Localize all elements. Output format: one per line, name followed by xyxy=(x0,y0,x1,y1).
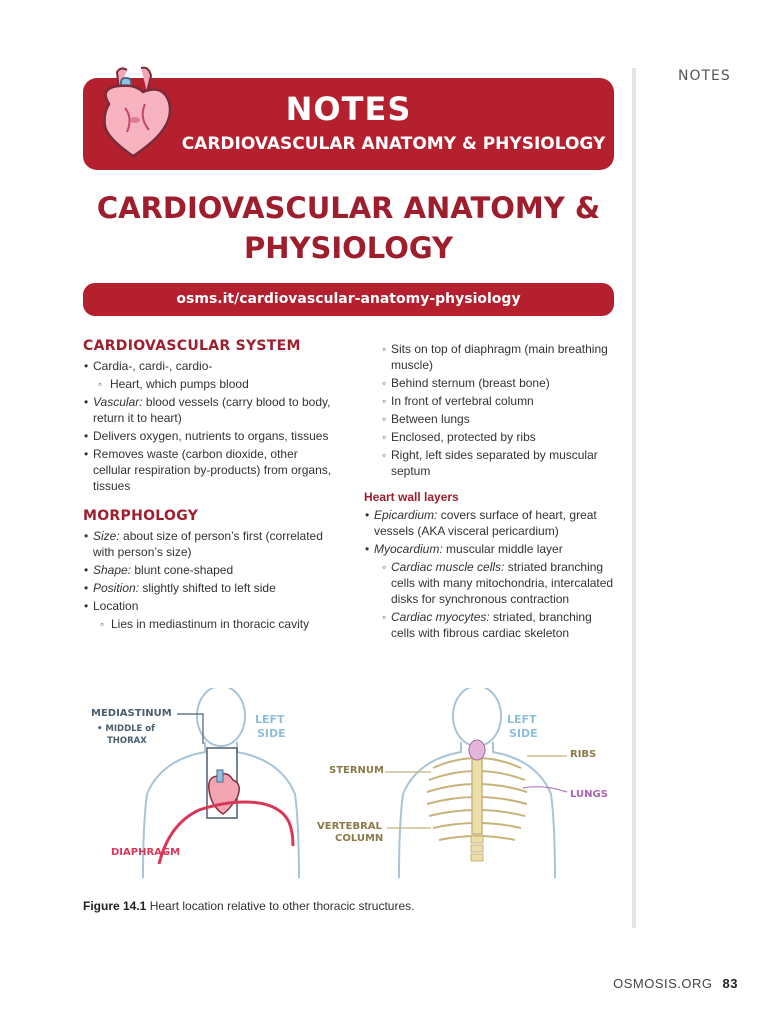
text: striated branching cells with many mitochondria, intercalated disks for synchronous contraction xyxy=(391,560,614,606)
text: slightly shifted to left side xyxy=(139,581,276,595)
page-title-line2: PHYSIOLOGY xyxy=(243,231,454,265)
term: Epicardium: xyxy=(374,508,438,522)
banner-subtitle: CARDIOVASCULAR ANATOMY & PHYSIOLOGY xyxy=(181,134,606,154)
figure-caption-label: Figure 14.1 xyxy=(83,899,147,913)
lungs-leader xyxy=(523,787,567,792)
term: Cardiac muscle cells: xyxy=(391,560,505,574)
left-column xyxy=(83,338,333,634)
list-item xyxy=(364,507,619,539)
subheading-heart-wall-layers: Heart wall layers xyxy=(364,490,459,504)
sidebar-notes-label: NOTES xyxy=(678,68,731,84)
footer-site: OSMOSIS.ORG xyxy=(613,976,713,991)
list-item xyxy=(83,562,333,578)
list-item: ◦ Enclosed, protected by ribs xyxy=(364,429,619,445)
list-item xyxy=(364,541,619,557)
list-item: ◦ Right, left sides separated by muscular septum xyxy=(364,447,619,479)
osmosis-url-link[interactable]: osms.it/cardiovascular-anatomy-physiology xyxy=(83,283,614,316)
list-item: • Delivers oxygen, nutrients to organs, tissues xyxy=(83,428,333,444)
list-item: ◦ In front of vertebral column xyxy=(364,393,619,409)
text: muscular middle layer xyxy=(442,542,563,556)
figure-caption xyxy=(83,899,414,913)
page-number: 83 xyxy=(722,976,738,991)
list-item: • Location xyxy=(83,598,333,614)
list-item: ◦ Lies in mediastinum in thoracic cavity xyxy=(83,616,333,632)
list-item xyxy=(364,559,619,607)
section-heading-cardiovascular-system: CARDIOVASCULAR SYSTEM xyxy=(83,338,301,354)
heart-illustration-right xyxy=(469,740,485,760)
list-item xyxy=(83,528,333,560)
label-middle-of: • MIDDLE of xyxy=(97,724,155,734)
list-item: • Cardia-, cardi-, cardio- xyxy=(83,358,333,374)
label-vertebral: VERTEBRAL xyxy=(317,821,382,832)
term: Myocardium: xyxy=(374,542,443,556)
label-ribs: RIBS xyxy=(570,749,597,760)
label-mediastinum: MEDIASTINUM xyxy=(91,708,172,719)
sidebar-divider xyxy=(632,68,636,928)
text: about size of person’s first (correlated with person’s size) xyxy=(93,529,323,559)
term: Shape: xyxy=(93,563,132,577)
figure-caption-text: Heart location relative to other thoracic structures. xyxy=(146,899,415,913)
page-title xyxy=(83,188,614,268)
label-left-side-1a: LEFT xyxy=(255,713,285,726)
heart-logo-icon xyxy=(95,64,177,160)
spine-shape xyxy=(471,836,483,861)
sternum-shape xyxy=(472,752,482,834)
list-item xyxy=(83,394,333,426)
list-item: ◦ Behind sternum (breast bone) xyxy=(364,375,619,391)
label-diaphragm: DIAPHRAGM xyxy=(111,847,181,858)
list-item xyxy=(364,609,619,641)
text: striated, branching cells with fibrous cardiac skeleton xyxy=(391,610,592,640)
list-item: ◦ Sits on top of diaphragm (main breathing muscle) xyxy=(364,341,619,373)
page-title-line1: CARDIOVASCULAR ANATOMY & xyxy=(96,191,601,225)
label-left-side-2b: SIDE xyxy=(509,727,538,740)
page-footer xyxy=(613,976,738,991)
list-item: • Removes waste (carbon dioxide, other cellular respiration by-products) from organs, tissues xyxy=(83,446,333,494)
label-thorax: THORAX xyxy=(107,736,147,746)
list-item xyxy=(83,580,333,596)
list-item: ◦ Between lungs xyxy=(364,411,619,427)
label-left-side-1b: SIDE xyxy=(257,727,286,740)
term: Position: xyxy=(93,581,140,595)
banner-title: NOTES xyxy=(285,90,412,128)
term: Size: xyxy=(93,529,120,543)
label-lungs: LUNGS xyxy=(570,789,608,800)
label-column: COLUMN xyxy=(335,833,384,844)
text: blood vessels (carry blood to body, return it to heart) xyxy=(93,395,331,425)
morphology-list xyxy=(83,528,333,632)
label-left-side-2a: LEFT xyxy=(507,713,537,726)
term: Vascular: xyxy=(93,395,143,409)
list-item: ◦ Heart, which pumps blood xyxy=(83,376,333,392)
text: covers surface of heart, great vessels (AKA visceral pericardium) xyxy=(374,508,597,538)
figure-thoracic-illustration xyxy=(83,688,614,878)
heart-wall-list xyxy=(364,507,619,641)
term: Cardiac myocytes: xyxy=(391,610,490,624)
section-heading-morphology: MORPHOLOGY xyxy=(83,508,199,524)
label-sternum: STERNUM xyxy=(329,765,384,776)
text: blunt cone-shaped xyxy=(131,563,234,577)
location-list xyxy=(364,341,619,479)
right-column xyxy=(364,341,619,643)
cardiovascular-list xyxy=(83,358,333,494)
